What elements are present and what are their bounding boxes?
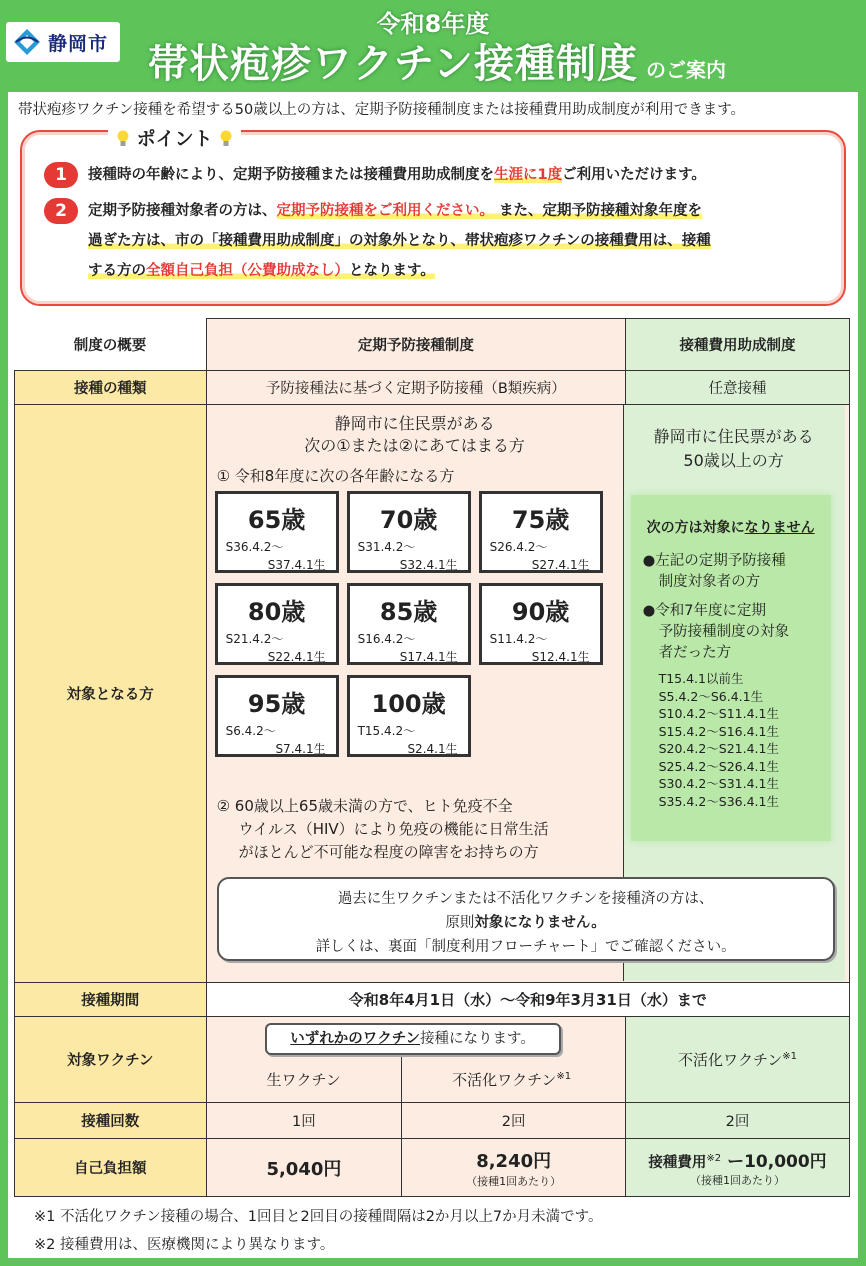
footnote-2: ※2 接種費用は、医療機関により異なります。 <box>34 1237 335 1253</box>
teiki-target-sub1: ① 令和8年度に次の各年齢になる方 <box>216 467 455 485</box>
point-title: ポイント <box>108 124 241 151</box>
logo-text: 静岡市 <box>48 32 109 55</box>
teiki-target-head: 静岡市に住民票がある 次の①または②にあてはまる方 <box>304 414 525 455</box>
age-to: S22.4.1生 <box>267 650 326 664</box>
exclusion-title: 次の方は対象になりません <box>646 520 815 536</box>
row-label-kind: 接種の種類 <box>15 371 207 405</box>
table-row <box>15 1139 850 1197</box>
row-label-count: 接種回数 <box>15 1103 207 1139</box>
title-wrap <box>148 32 726 89</box>
age-from: S16.4.2～ <box>357 632 416 646</box>
age-from: T15.4.2～ <box>357 724 416 738</box>
exclusion-date: T15.4.1以前生 <box>658 671 744 686</box>
age-from: S26.4.2～ <box>489 540 548 554</box>
age-to: S27.4.1生 <box>531 558 590 572</box>
exclusion-item-2: ●令和7年度に定期 予防接種制度の対象 者だった方 <box>642 603 790 661</box>
row-label-period: 接種期間 <box>15 983 207 1017</box>
josei-exclusion-box <box>631 495 831 841</box>
row-label-cost: 自己負担額 <box>15 1139 207 1197</box>
exclusion-date: S25.4.2～S26.4.1生 <box>658 758 779 774</box>
lightbulb-icon <box>116 130 130 148</box>
table-header-row <box>15 319 850 371</box>
age-value: 70歳 <box>379 506 438 534</box>
point-2: 定期予防接種対象者の方は、定期予防接種をご利用ください。 また、定期予防接種対象年度を 過ぎた方は、市の「接種費用助成制度」の対象外となり、帯状疱疹ワクチンの接種費用は、接種 する方の全額自己負担（公費助成なし）となります。 <box>88 203 711 279</box>
exclusion-date: S20.4.2～S21.4.1生 <box>658 741 779 756</box>
table-row <box>15 983 850 1017</box>
main-panel <box>8 92 858 1258</box>
intro-text: 帯状疱疹ワクチン接種を希望する50歳以上の方は、定期予防接種制度または接種費用助成制度が利用できます。 <box>18 102 746 118</box>
age-box <box>215 491 339 573</box>
age-box <box>479 491 603 573</box>
row-label-target: 対象となる方 <box>15 405 207 983</box>
header <box>0 0 866 92</box>
row-label-vaccine: 対象ワクチン <box>15 1017 207 1103</box>
note-box: 過去に生ワクチンまたは不活化ワクチンを接種済の方は、 原則対象になりません。 詳しくは、裏面「制度利用フローチャート」でご確認ください。 <box>217 877 835 961</box>
age-from: S21.4.2～ <box>225 632 284 646</box>
age-box <box>347 583 471 665</box>
teiki-heading: 定期予防接種制度 <box>206 319 626 371</box>
age-box <box>215 583 339 665</box>
count-inactivated: 2回 <box>402 1103 626 1139</box>
vaccine-josei: 不活化ワクチン$^{※1}$ <box>626 1017 850 1103</box>
overview-table <box>14 318 850 1197</box>
age-box <box>479 583 603 665</box>
overview-heading: 制度の概要 <box>15 319 207 371</box>
age-value: 100歳 <box>371 690 446 718</box>
age-to: S2.4.1生 <box>407 742 458 756</box>
count-josei: 2回 <box>626 1103 850 1139</box>
exclusion-item-1: ●左記の定期予防接種 制度対象者の方 <box>642 553 786 590</box>
age-value: 80歳 <box>247 598 306 626</box>
exclusion-date: S30.4.2～S31.4.1生 <box>658 776 779 791</box>
point-number-1: 1 <box>44 162 78 188</box>
vaccine-teiki <box>206 1017 626 1103</box>
period-value: 令和8年4月1日（水）～令和9年3月31日（水）まで <box>206 983 849 1017</box>
age-from: S6.4.2～ <box>225 724 276 738</box>
table-row <box>15 1017 850 1103</box>
exclusion-date: S5.4.2～S6.4.1生 <box>658 688 764 704</box>
age-grid <box>215 491 619 781</box>
age-to: S7.4.1生 <box>275 742 326 756</box>
exclusion-date-list <box>659 670 831 810</box>
year-label: 令和8年度 <box>376 10 490 38</box>
point-1: 接種時の年齢により、定期予防接種または接種費用助成制度を生涯に1度ご利用いただけます。 <box>88 167 706 183</box>
age-value: 85歳 <box>379 598 438 626</box>
lightbulb-icon <box>219 130 233 148</box>
table-row <box>15 371 850 405</box>
exclusion-date: S10.4.2～S11.4.1生 <box>658 706 779 721</box>
cost-inactivated: 8,240円 （接種1回あたり） <box>402 1139 626 1197</box>
title-suffix: のご案内 <box>646 58 726 82</box>
point-box <box>20 130 846 306</box>
josei-heading: 接種費用助成制度 <box>626 319 850 371</box>
vaccine-inactivated: 不活化ワクチン$^{※1}$ <box>452 1071 572 1089</box>
age-box <box>215 675 339 757</box>
age-to: S32.4.1生 <box>399 558 458 572</box>
age-value: 65歳 <box>247 506 306 534</box>
exclusion-date: S15.4.2～S16.4.1生 <box>658 723 779 739</box>
age-to: S12.4.1生 <box>531 650 590 664</box>
table-row <box>15 1103 850 1139</box>
kind-josei: 任意接種 <box>626 371 850 405</box>
age-from: S11.4.2～ <box>489 632 548 646</box>
age-to: S17.4.1生 <box>399 650 458 664</box>
exclusion-date: S35.4.2～S36.4.1生 <box>658 793 779 809</box>
table-row <box>15 405 850 983</box>
age-value: 95歳 <box>247 690 306 718</box>
cost-josei: 接種費用$^{※2}$ ー10,000円 （接種1回あたり） <box>626 1139 850 1197</box>
footnote-1: ※1 不活化ワクチン接種の場合、1回目と2回目の接種間隔は2か月以上7か月未満です。 <box>34 1209 603 1225</box>
vaccine-note: いずれかのワクチン接種になります。 <box>265 1023 561 1055</box>
age-box <box>347 491 471 573</box>
point-number-2: 2 <box>44 198 78 224</box>
cost-live: 5,040円 <box>206 1139 402 1197</box>
teiki-target-sub2: ② 60歳以上65歳未満の方で、ヒト免疫不全 ウイルス（HIV）により免疫の機能に日常生活 がほとんど不可能な程度の障害をお持ちの方 <box>216 797 549 861</box>
age-value: 75歳 <box>511 506 570 534</box>
age-box <box>347 675 471 757</box>
count-live: 1回 <box>206 1103 402 1139</box>
age-value: 90歳 <box>511 598 570 626</box>
kind-teiki: 予防接種法に基づく定期予防接種（B類疾病） <box>206 371 626 405</box>
age-from: S36.4.2～ <box>225 540 284 554</box>
target-cell <box>206 405 849 983</box>
vaccine-live: 生ワクチン <box>266 1071 341 1089</box>
age-to: S37.4.1生 <box>267 558 326 572</box>
page-title: 帯状疱疹ワクチン接種制度 <box>148 41 638 87</box>
josei-target-head: 静岡市に住民票がある 50歳以上の方 <box>653 427 814 470</box>
age-from: S31.4.2～ <box>357 540 416 554</box>
